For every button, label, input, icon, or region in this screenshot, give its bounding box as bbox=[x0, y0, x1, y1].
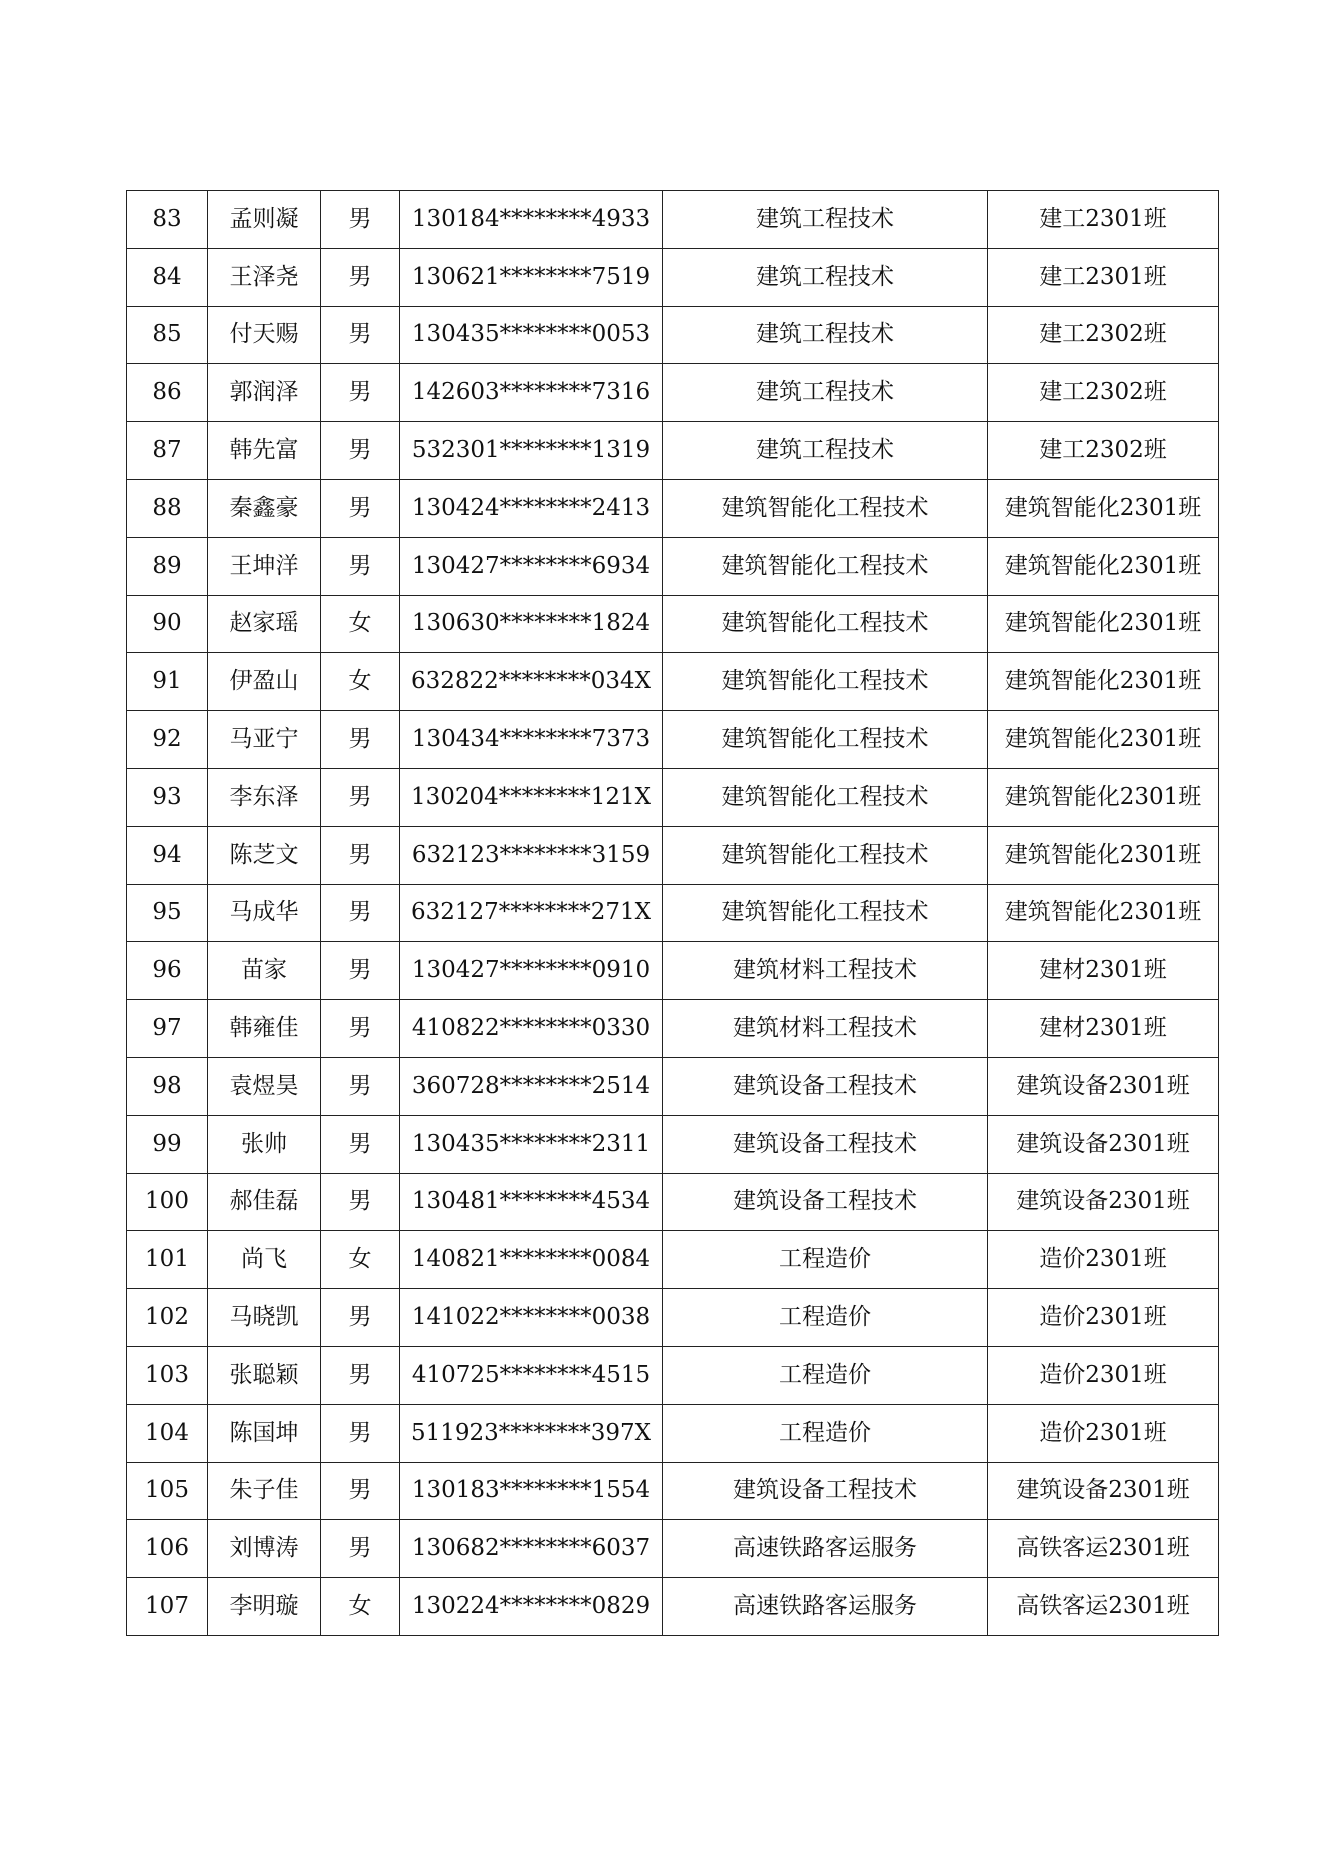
major-cell: 建筑设备工程技术 bbox=[663, 1057, 988, 1115]
table-row bbox=[127, 537, 1219, 595]
row-number-cell: 90 bbox=[127, 595, 208, 653]
student-name-cell: 秦鑫豪 bbox=[208, 479, 321, 537]
row-number-cell: 101 bbox=[127, 1231, 208, 1289]
row-number-cell: 96 bbox=[127, 942, 208, 1000]
class-cell: 建筑智能化2301班 bbox=[988, 595, 1219, 653]
id-number-cell: 130427********0910 bbox=[400, 942, 663, 1000]
major-cell: 建筑智能化工程技术 bbox=[663, 711, 988, 769]
gender-cell: 男 bbox=[321, 422, 400, 480]
class-cell: 建工2302班 bbox=[988, 306, 1219, 364]
id-number-cell: 130682********6037 bbox=[400, 1520, 663, 1578]
student-name-cell: 王泽尧 bbox=[208, 248, 321, 306]
id-number-cell: 632127********271X bbox=[400, 884, 663, 942]
id-number-cell: 130224********0829 bbox=[400, 1578, 663, 1636]
class-cell: 造价2301班 bbox=[988, 1289, 1219, 1347]
student-name-cell: 陈芝文 bbox=[208, 826, 321, 884]
class-cell: 造价2301班 bbox=[988, 1231, 1219, 1289]
class-cell: 建筑智能化2301班 bbox=[988, 826, 1219, 884]
gender-cell: 男 bbox=[321, 1289, 400, 1347]
class-cell: 建筑智能化2301班 bbox=[988, 479, 1219, 537]
class-cell: 建工2301班 bbox=[988, 248, 1219, 306]
student-name-cell: 马亚宁 bbox=[208, 711, 321, 769]
student-roster-table bbox=[126, 190, 1219, 1636]
table-row bbox=[127, 1578, 1219, 1636]
table-row bbox=[127, 595, 1219, 653]
student-name-cell: 韩先富 bbox=[208, 422, 321, 480]
gender-cell: 男 bbox=[321, 884, 400, 942]
row-number-cell: 88 bbox=[127, 479, 208, 537]
table-row bbox=[127, 1520, 1219, 1578]
gender-cell: 男 bbox=[321, 1000, 400, 1058]
class-cell: 建筑设备2301班 bbox=[988, 1462, 1219, 1520]
major-cell: 建筑智能化工程技术 bbox=[663, 884, 988, 942]
gender-cell: 男 bbox=[321, 191, 400, 249]
major-cell: 建筑设备工程技术 bbox=[663, 1173, 988, 1231]
gender-cell: 男 bbox=[321, 1173, 400, 1231]
id-number-cell: 410822********0330 bbox=[400, 1000, 663, 1058]
gender-cell: 男 bbox=[321, 1346, 400, 1404]
student-name-cell: 伊盈山 bbox=[208, 653, 321, 711]
major-cell: 建筑智能化工程技术 bbox=[663, 653, 988, 711]
id-number-cell: 140821********0084 bbox=[400, 1231, 663, 1289]
table-row bbox=[127, 768, 1219, 826]
major-cell: 工程造价 bbox=[663, 1289, 988, 1347]
id-number-cell: 632123********3159 bbox=[400, 826, 663, 884]
id-number-cell: 130184********4933 bbox=[400, 191, 663, 249]
row-number-cell: 102 bbox=[127, 1289, 208, 1347]
major-cell: 建筑材料工程技术 bbox=[663, 1000, 988, 1058]
class-cell: 建筑设备2301班 bbox=[988, 1057, 1219, 1115]
student-name-cell: 李东泽 bbox=[208, 768, 321, 826]
gender-cell: 女 bbox=[321, 1578, 400, 1636]
major-cell: 建筑工程技术 bbox=[663, 191, 988, 249]
id-number-cell: 360728********2514 bbox=[400, 1057, 663, 1115]
row-number-cell: 95 bbox=[127, 884, 208, 942]
table-row bbox=[127, 884, 1219, 942]
gender-cell: 男 bbox=[321, 364, 400, 422]
id-number-cell: 130481********4534 bbox=[400, 1173, 663, 1231]
student-name-cell: 张帅 bbox=[208, 1115, 321, 1173]
id-number-cell: 532301********1319 bbox=[400, 422, 663, 480]
gender-cell: 男 bbox=[321, 479, 400, 537]
student-name-cell: 付天赐 bbox=[208, 306, 321, 364]
student-name-cell: 王坤洋 bbox=[208, 537, 321, 595]
gender-cell: 女 bbox=[321, 1231, 400, 1289]
row-number-cell: 86 bbox=[127, 364, 208, 422]
class-cell: 造价2301班 bbox=[988, 1346, 1219, 1404]
major-cell: 建筑设备工程技术 bbox=[663, 1115, 988, 1173]
gender-cell: 女 bbox=[321, 595, 400, 653]
class-cell: 高铁客运2301班 bbox=[988, 1578, 1219, 1636]
row-number-cell: 100 bbox=[127, 1173, 208, 1231]
row-number-cell: 84 bbox=[127, 248, 208, 306]
major-cell: 建筑智能化工程技术 bbox=[663, 479, 988, 537]
table-row bbox=[127, 826, 1219, 884]
table-row bbox=[127, 364, 1219, 422]
id-number-cell: 130204********121X bbox=[400, 768, 663, 826]
table-row bbox=[127, 306, 1219, 364]
table-row bbox=[127, 1000, 1219, 1058]
student-name-cell: 马成华 bbox=[208, 884, 321, 942]
id-number-cell: 130435********2311 bbox=[400, 1115, 663, 1173]
class-cell: 建工2302班 bbox=[988, 364, 1219, 422]
table-row bbox=[127, 248, 1219, 306]
id-number-cell: 130427********6934 bbox=[400, 537, 663, 595]
gender-cell: 男 bbox=[321, 711, 400, 769]
major-cell: 建筑智能化工程技术 bbox=[663, 826, 988, 884]
row-number-cell: 85 bbox=[127, 306, 208, 364]
table-row bbox=[127, 191, 1219, 249]
gender-cell: 女 bbox=[321, 653, 400, 711]
gender-cell: 男 bbox=[321, 1115, 400, 1173]
id-number-cell: 130621********7519 bbox=[400, 248, 663, 306]
row-number-cell: 93 bbox=[127, 768, 208, 826]
major-cell: 建筑材料工程技术 bbox=[663, 942, 988, 1000]
class-cell: 建工2301班 bbox=[988, 191, 1219, 249]
major-cell: 建筑智能化工程技术 bbox=[663, 595, 988, 653]
student-name-cell: 苗家 bbox=[208, 942, 321, 1000]
class-cell: 建筑智能化2301班 bbox=[988, 884, 1219, 942]
major-cell: 建筑智能化工程技术 bbox=[663, 768, 988, 826]
row-number-cell: 83 bbox=[127, 191, 208, 249]
id-number-cell: 410725********4515 bbox=[400, 1346, 663, 1404]
id-number-cell: 130435********0053 bbox=[400, 306, 663, 364]
student-name-cell: 张聪颖 bbox=[208, 1346, 321, 1404]
row-number-cell: 104 bbox=[127, 1404, 208, 1462]
student-name-cell: 马晓凯 bbox=[208, 1289, 321, 1347]
id-number-cell: 141022********0038 bbox=[400, 1289, 663, 1347]
id-number-cell: 142603********7316 bbox=[400, 364, 663, 422]
table-row bbox=[127, 479, 1219, 537]
student-name-cell: 陈国坤 bbox=[208, 1404, 321, 1462]
gender-cell: 男 bbox=[321, 306, 400, 364]
table-row bbox=[127, 653, 1219, 711]
gender-cell: 男 bbox=[321, 1057, 400, 1115]
major-cell: 建筑工程技术 bbox=[663, 364, 988, 422]
roster-table-body bbox=[127, 191, 1219, 1636]
id-number-cell: 130424********2413 bbox=[400, 479, 663, 537]
table-row bbox=[127, 1346, 1219, 1404]
gender-cell: 男 bbox=[321, 942, 400, 1000]
class-cell: 建筑智能化2301班 bbox=[988, 768, 1219, 826]
major-cell: 高速铁路客运服务 bbox=[663, 1578, 988, 1636]
student-name-cell: 孟则凝 bbox=[208, 191, 321, 249]
major-cell: 工程造价 bbox=[663, 1404, 988, 1462]
table-row bbox=[127, 1231, 1219, 1289]
student-name-cell: 袁煜昊 bbox=[208, 1057, 321, 1115]
class-cell: 建筑设备2301班 bbox=[988, 1115, 1219, 1173]
table-row bbox=[127, 1289, 1219, 1347]
id-number-cell: 130183********1554 bbox=[400, 1462, 663, 1520]
row-number-cell: 89 bbox=[127, 537, 208, 595]
id-number-cell: 130434********7373 bbox=[400, 711, 663, 769]
gender-cell: 男 bbox=[321, 768, 400, 826]
row-number-cell: 92 bbox=[127, 711, 208, 769]
row-number-cell: 99 bbox=[127, 1115, 208, 1173]
major-cell: 建筑工程技术 bbox=[663, 306, 988, 364]
table-row bbox=[127, 1115, 1219, 1173]
gender-cell: 男 bbox=[321, 1520, 400, 1578]
major-cell: 工程造价 bbox=[663, 1231, 988, 1289]
row-number-cell: 105 bbox=[127, 1462, 208, 1520]
major-cell: 高速铁路客运服务 bbox=[663, 1520, 988, 1578]
row-number-cell: 87 bbox=[127, 422, 208, 480]
row-number-cell: 98 bbox=[127, 1057, 208, 1115]
major-cell: 建筑设备工程技术 bbox=[663, 1462, 988, 1520]
table-row bbox=[127, 1404, 1219, 1462]
class-cell: 造价2301班 bbox=[988, 1404, 1219, 1462]
row-number-cell: 106 bbox=[127, 1520, 208, 1578]
student-name-cell: 赵家瑶 bbox=[208, 595, 321, 653]
class-cell: 建材2301班 bbox=[988, 1000, 1219, 1058]
row-number-cell: 91 bbox=[127, 653, 208, 711]
row-number-cell: 107 bbox=[127, 1578, 208, 1636]
class-cell: 建筑设备2301班 bbox=[988, 1173, 1219, 1231]
major-cell: 建筑工程技术 bbox=[663, 422, 988, 480]
class-cell: 建筑智能化2301班 bbox=[988, 653, 1219, 711]
table-row bbox=[127, 1462, 1219, 1520]
major-cell: 工程造价 bbox=[663, 1346, 988, 1404]
class-cell: 建筑智能化2301班 bbox=[988, 537, 1219, 595]
gender-cell: 男 bbox=[321, 248, 400, 306]
major-cell: 建筑工程技术 bbox=[663, 248, 988, 306]
class-cell: 建工2302班 bbox=[988, 422, 1219, 480]
class-cell: 高铁客运2301班 bbox=[988, 1520, 1219, 1578]
major-cell: 建筑智能化工程技术 bbox=[663, 537, 988, 595]
id-number-cell: 130630********1824 bbox=[400, 595, 663, 653]
table-row bbox=[127, 1173, 1219, 1231]
gender-cell: 男 bbox=[321, 1404, 400, 1462]
table-row bbox=[127, 942, 1219, 1000]
student-name-cell: 刘博涛 bbox=[208, 1520, 321, 1578]
id-number-cell: 511923********397X bbox=[400, 1404, 663, 1462]
student-name-cell: 尚飞 bbox=[208, 1231, 321, 1289]
table-row bbox=[127, 1057, 1219, 1115]
gender-cell: 男 bbox=[321, 826, 400, 884]
row-number-cell: 97 bbox=[127, 1000, 208, 1058]
student-name-cell: 郝佳磊 bbox=[208, 1173, 321, 1231]
table-row bbox=[127, 422, 1219, 480]
class-cell: 建筑智能化2301班 bbox=[988, 711, 1219, 769]
class-cell: 建材2301班 bbox=[988, 942, 1219, 1000]
gender-cell: 男 bbox=[321, 1462, 400, 1520]
id-number-cell: 632822********034X bbox=[400, 653, 663, 711]
student-name-cell: 李明璇 bbox=[208, 1578, 321, 1636]
row-number-cell: 94 bbox=[127, 826, 208, 884]
student-name-cell: 韩雍佳 bbox=[208, 1000, 321, 1058]
gender-cell: 男 bbox=[321, 537, 400, 595]
student-name-cell: 朱子佳 bbox=[208, 1462, 321, 1520]
table-row bbox=[127, 711, 1219, 769]
row-number-cell: 103 bbox=[127, 1346, 208, 1404]
student-name-cell: 郭润泽 bbox=[208, 364, 321, 422]
